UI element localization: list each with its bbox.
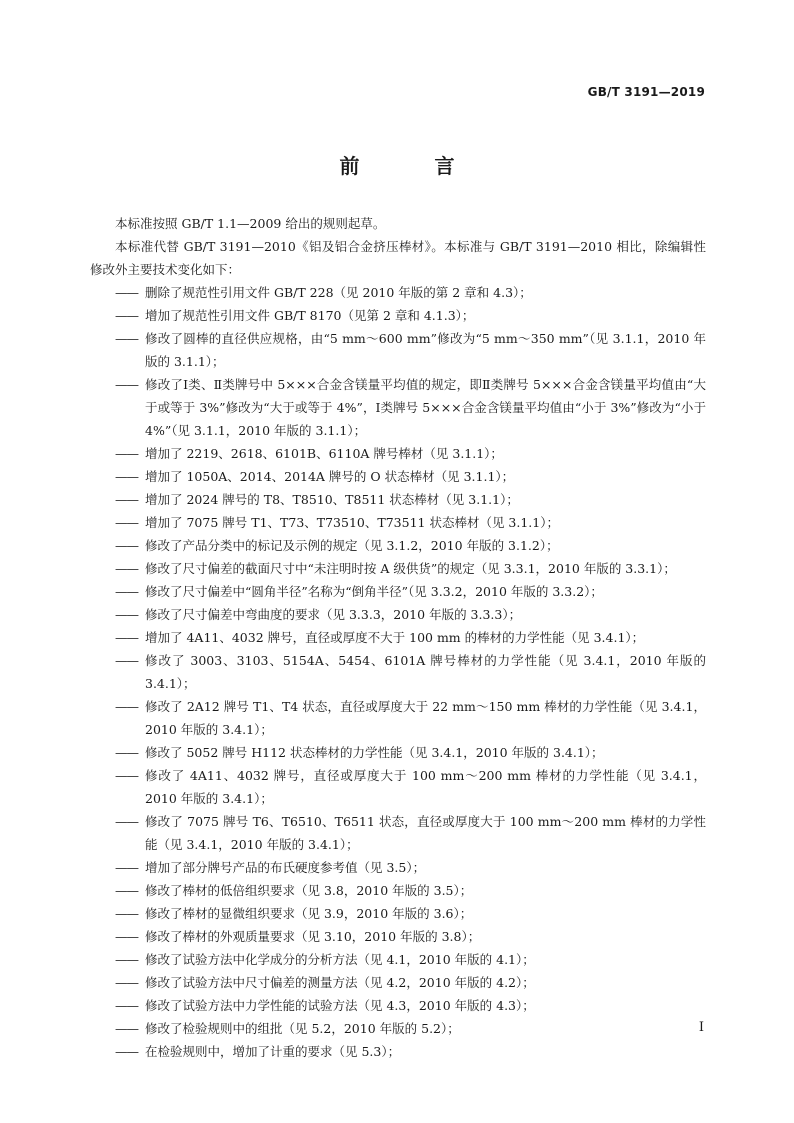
change-item-text: 修改了Ⅰ类、Ⅱ类牌号中 5×××合金含镁量平均值的规定，即Ⅱ类牌号 5×××合金含镁量平均值由“大于或等于 3%”修改为“大于或等于 4%”，Ⅰ类牌号 5×××合金含镁量平均值由“小于 3%”修改为“小于 4%”（见 3.1.1，2010 年版的 3.1.1）； <box>145 377 706 438</box>
list-dash: —— <box>115 1044 138 1059</box>
change-item-text: 修改了试验方法中力学性能的试验方法（见 4.3，2010 年版的 4.3）； <box>145 998 535 1013</box>
change-item <box>90 649 706 695</box>
change-item <box>90 856 706 879</box>
list-dash: —— <box>115 469 138 484</box>
change-item <box>90 695 706 741</box>
change-item-text: 修改了尺寸偏差中“圆角半径”名称为“倒角半径”（见 3.3.2，2010 年版的 3.3.2）； <box>145 584 603 599</box>
list-dash: —— <box>115 1021 138 1036</box>
change-item <box>90 1040 706 1063</box>
list-dash: —— <box>115 998 138 1013</box>
change-item-text: 修改了棒材的显微组织要求（见 3.9，2010 年版的 3.6）； <box>145 906 473 921</box>
change-item-text: 修改了棒材的低倍组织要求（见 3.8，2010 年版的 3.5）； <box>145 883 473 898</box>
change-item <box>90 373 706 442</box>
change-item <box>90 879 706 902</box>
intro-paragraph: 本标准代替 GB/T 3191—2010《铝及铝合金挤压棒材》。本标准与 GB/T 3191—2010 相比，除编辑性修改外主要技术变化如下： <box>90 239 706 277</box>
change-item-text: 修改了 2A12 牌号 T1、T4 状态，直径或厚度大于 22 mm～150 mm 棒材的力学性能（见 3.4.1，2010 年版的 3.4.1）； <box>145 699 706 737</box>
change-item <box>90 465 706 488</box>
change-item <box>90 971 706 994</box>
change-item-text: 增加了 7075 牌号 T1、T73、T73510、T73511 状态棒材（见 3.1.1）； <box>145 515 559 530</box>
change-item-text: 在检验规则中，增加了计重的要求（见 5.3）； <box>145 1044 401 1059</box>
list-dash: —— <box>115 492 138 507</box>
change-item-text: 增加了 1050A、2014、2014A 牌号的 O 状态棒材（见 3.1.1）； <box>145 469 515 484</box>
change-item-text: 增加了 2024 牌号的 T8、T8510、T8511 状态棒材（见 3.1.1）； <box>145 492 519 507</box>
change-item <box>90 327 706 373</box>
list-dash: —— <box>115 699 138 714</box>
list-dash: —— <box>115 952 138 967</box>
foreword-body <box>90 212 706 1063</box>
change-item-text: 修改了产品分类中的标记及示例的规定（见 3.1.2，2010 年版的 3.1.2）； <box>145 538 559 553</box>
change-item <box>90 994 706 1017</box>
change-item-text: 修改了 7075 牌号 T6、T6510、T6511 状态，直径或厚度大于 100 mm～200 mm 棒材的力学性能（见 3.4.1，2010 年版的 3.4.1）； <box>145 814 706 852</box>
change-item <box>90 511 706 534</box>
change-list <box>90 281 706 1063</box>
change-item <box>90 534 706 557</box>
change-item <box>90 603 706 626</box>
change-item-text: 增加了规范性引用文件 GB/T 8170（见第 2 章和 4.1.3）； <box>145 308 475 323</box>
list-dash: —— <box>115 331 138 346</box>
list-dash: —— <box>115 814 138 829</box>
list-dash: —— <box>115 538 138 553</box>
change-item <box>90 281 706 304</box>
change-item-text: 修改了 5052 牌号 H112 状态棒材的力学性能（见 3.4.1，2010 年版的 3.4.1）； <box>145 745 604 760</box>
change-item <box>90 902 706 925</box>
list-dash: —— <box>115 285 138 300</box>
change-item-text: 增加了 4A11、4032 牌号，直径或厚度不大于 100 mm 的棒材的力学性能（见 3.4.1）； <box>145 630 645 645</box>
list-dash: —— <box>115 561 138 576</box>
list-dash: —— <box>115 883 138 898</box>
change-item-text: 增加了部分牌号产品的布氏硬度参考值（见 3.5）； <box>145 860 426 875</box>
intro-paragraph: 本标准按照 GB/T 1.1—2009 给出的规则起草。 <box>115 216 386 231</box>
list-dash: —— <box>115 860 138 875</box>
list-dash: —— <box>115 929 138 944</box>
change-item-text: 删除了规范性引用文件 GB/T 228（见 2010 年版的第 2 章和 4.3）； <box>145 285 532 300</box>
change-item <box>90 304 706 327</box>
change-item <box>90 557 706 580</box>
change-item-text: 修改了 4A11、4032 牌号，直径或厚度大于 100 mm～200 mm 棒材的力学性能（见 3.4.1，2010 年版的 3.4.1）； <box>145 768 706 806</box>
change-item <box>90 442 706 465</box>
list-dash: —— <box>115 607 138 622</box>
standard-number: GB/T 3191—2019 <box>587 85 705 99</box>
change-item <box>90 948 706 971</box>
list-dash: —— <box>115 630 138 645</box>
change-item <box>90 810 706 856</box>
page-number: I <box>698 1020 704 1035</box>
change-item <box>90 1017 706 1040</box>
list-dash: —— <box>115 653 138 668</box>
change-item <box>90 488 706 511</box>
change-item <box>90 925 706 948</box>
list-dash: —— <box>115 906 138 921</box>
change-item-text: 修改了试验方法中尺寸偏差的测量方法（见 4.2，2010 年版的 4.2）； <box>145 975 535 990</box>
list-dash: —— <box>115 515 138 530</box>
change-item <box>90 626 706 649</box>
change-item-text: 修改了检验规则中的组批（见 5.2，2010 年版的 5.2）； <box>145 1021 460 1036</box>
change-item-text: 修改了圆棒的直径供应规格，由“5 mm～600 mm”修改为“5 mm～350 mm”（见 3.1.1，2010 年版的 3.1.1）； <box>145 331 706 369</box>
page-title: 前 言 <box>339 154 489 178</box>
change-item <box>90 741 706 764</box>
list-dash: —— <box>115 308 138 323</box>
change-item-text: 修改了棒材的外观质量要求（见 3.10，2010 年版的 3.8）； <box>145 929 481 944</box>
change-item-text: 修改了尺寸偏差的截面尺寸中“未注明时按 A 级供货”的规定（见 3.3.1，2010 年版的 3.3.1）； <box>145 561 676 576</box>
list-dash: —— <box>115 745 138 760</box>
change-item-text: 修改了 3003、3103、5154A、5454、6101A 牌号棒材的力学性能（见 3.4.1，2010 年版的 3.4.1）； <box>145 653 706 691</box>
list-dash: —— <box>115 377 138 392</box>
list-dash: —— <box>115 446 138 461</box>
change-item <box>90 580 706 603</box>
list-dash: —— <box>115 975 138 990</box>
change-item <box>90 764 706 810</box>
change-item-text: 修改了尺寸偏差中弯曲度的要求（见 3.3.3，2010 年版的 3.3.3）； <box>145 607 522 622</box>
change-item-text: 增加了 2219、2618、6101B、6110A 牌号棒材（见 3.1.1）； <box>145 446 503 461</box>
change-item-text: 修改了试验方法中化学成分的分析方法（见 4.1，2010 年版的 4.1）； <box>145 952 535 967</box>
list-dash: —— <box>115 584 138 599</box>
list-dash: —— <box>115 768 138 783</box>
